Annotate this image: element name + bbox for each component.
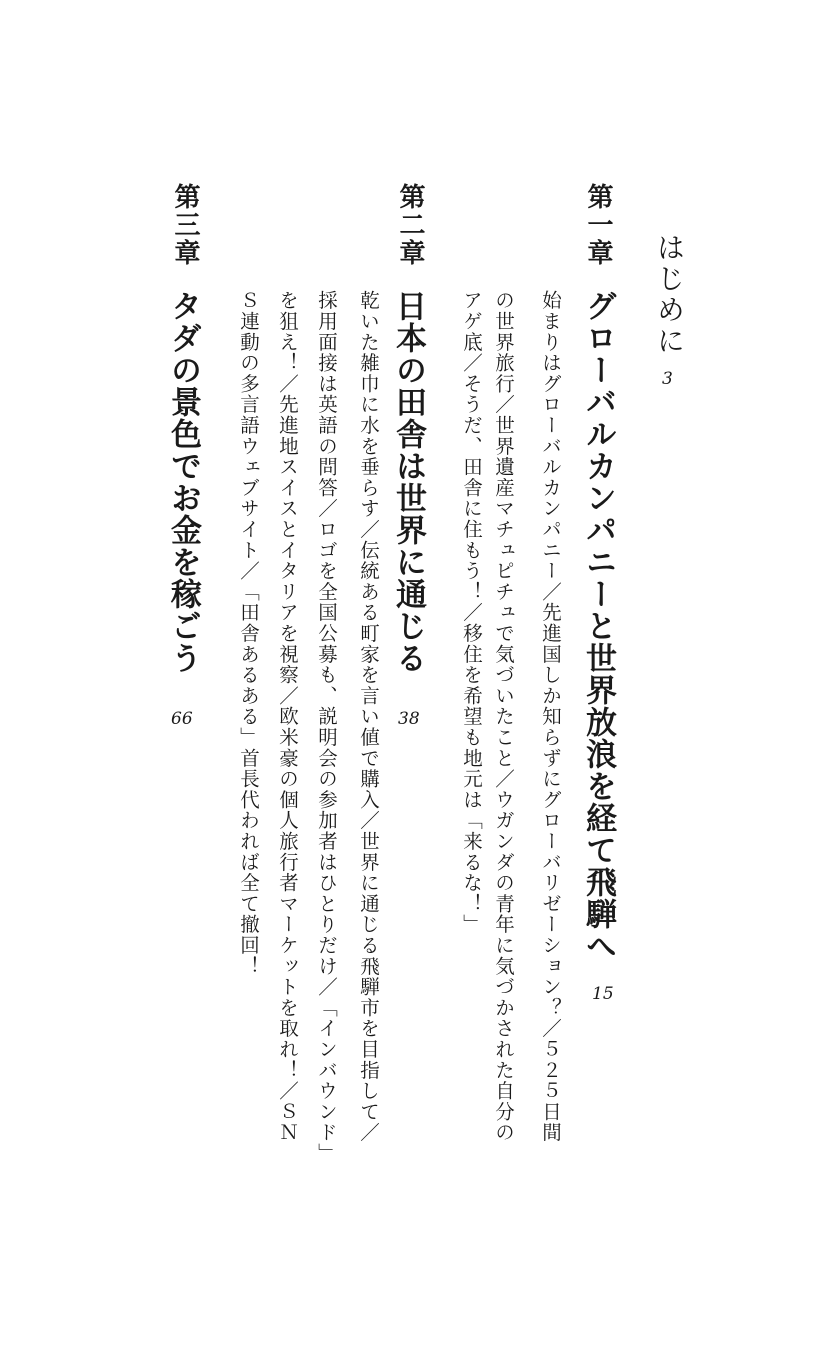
chapter-1-title: グローバルカンパニーと世界放浪を経て飛騨へ: [580, 290, 616, 962]
intro-title: はじめに: [653, 233, 686, 357]
chapter-1-summary-line-3: アゲ底／そうだ、田舎に住もう！／移住を希望も地元は「来るな！」: [460, 290, 483, 935]
chapter-2-summary-line-2: 採用面接は英語の問答／ロゴを全国公募も、説明会の参加者はひとりだけ／「インバウンド」: [315, 290, 338, 1164]
chapter-1-summary-line-2: の世界旅行／世界遺産マチュピチュで気づいたこと／ウガンダの青年に気づかされた自分の: [492, 290, 515, 1143]
chapter-1-summary-line-1: 始まりはグローバルカンパニー／先進国しか知らずにグローバリゼーション？／５２５日間: [539, 290, 562, 1143]
chapter-2-summary-line-4: Ｓ連動の多言語ウェブサイト／「田舎あるある」首長代われば全て撤回！: [237, 290, 260, 977]
chapter-2-page-number: 38: [398, 709, 420, 729]
chapter-3-label: 第三章: [170, 183, 200, 267]
chapter-1-page-number: 15: [592, 984, 614, 1004]
chapter-2-summary-line-1: 乾いた雑巾に水を垂らす／伝統ある町家を言い値で購入／世界に通じる飛騨市を目指して／: [357, 290, 380, 1143]
chapter-3-title: タダの景色でお金を稼ごう: [165, 290, 201, 674]
chapter-1-label: 第一章: [583, 183, 613, 267]
intro-page-number: 3: [662, 369, 673, 389]
chapter-2-label: 第二章: [395, 183, 425, 267]
chapter-2-summary-line-3: を狙え！／先進地スイスとイタリアを視察／欧米豪の個人旅行者マーケットを取れ！／ＳＮ: [276, 290, 299, 1143]
chapter-3-page-number: 66: [171, 709, 193, 729]
chapter-2-title: 日本の田舎は世界に通じる: [390, 290, 426, 674]
